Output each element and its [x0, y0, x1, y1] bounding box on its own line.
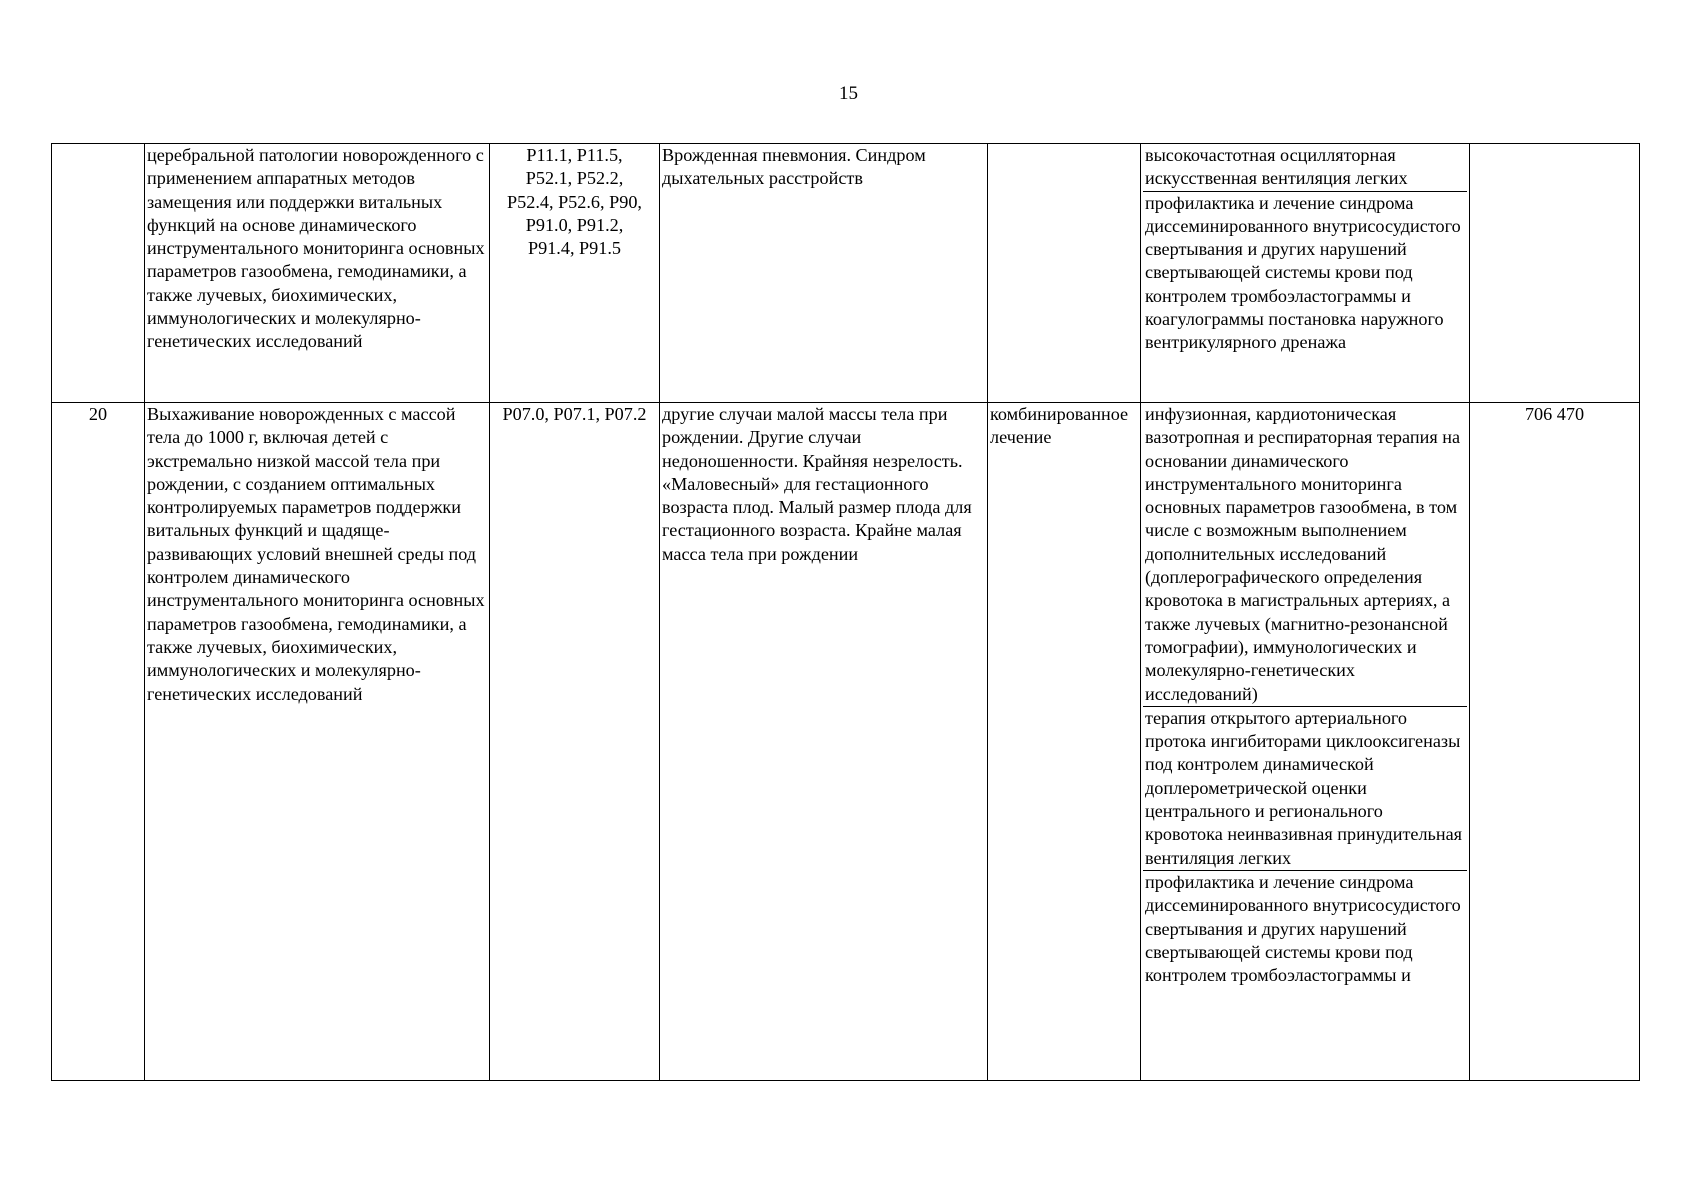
- icd-code-line: P52.1, P52.2,: [525, 168, 624, 189]
- icd-code-line: P07.0, P07.1, P07.2: [502, 404, 647, 424]
- service-name: Выхаживание новорожденных с массой тела до 1000 г, включая детей с экстремально низкой массой тела при рождении, с созданием оптимальных контролируемых параметров поддержки витальных функций и щадяще-развивающих условий внешней среды под контролем динамического инструментального мониторинга основных параметров газообмена, гемодинамики, а также лучевых, биохимических, иммунологических и молекулярно-генетических исследований: [145, 403, 490, 1081]
- icd-codes: [490, 144, 660, 403]
- treatment-type: [988, 144, 1141, 403]
- icd-code-line: P52.4, P52.6, P90,: [507, 191, 642, 212]
- treatment-method: инфузионная, кардиотоническая вазотропная и респираторная терапия на основании динамического инструментального мониторинга основных параметров газообмена, в том числе с возможным выполнением дополнительных исследований (доплерографического определения кровотока в магистральных артериях, а также лучевых (магнитно-резонансной томографии), иммунологических и молекулярно-генетических исследований): [1145, 404, 1461, 704]
- icd-codes: [490, 403, 660, 1081]
- treatment-methods: [1141, 403, 1470, 1081]
- icd-code-line: P11.1, P11.5,: [526, 145, 623, 165]
- patient-model: Врожденная пневмония. Синдром дыхательных расстройств: [660, 144, 988, 403]
- treatment-method: профилактика и лечение синдрома диссеминированного внутрисосудистого свертывания и других нарушений свертывающей системы крови под контролем тромбоэластограммы и коагулограммы постановка наружного вентрикулярного дренажа: [1143, 191, 1467, 355]
- table-row: [52, 403, 1640, 1081]
- page-number: 15: [839, 83, 858, 104]
- treatment-methods: [1141, 144, 1470, 403]
- service-name: церебральной патологии новорожденного с применением аппаратных методов замещения или поддержки витальных функций на основе динамического инструментального мониторинга основных параметров газообмена, гемодинамики, а также лучевых, биохимических, иммунологических и молекулярно-генетических исследований: [145, 144, 490, 403]
- treatment-method: терапия открытого артериального протока ингибиторами циклооксигеназы под контролем динамической доплерометрической оценки центрального и регионального кровотока неинвазивная принудительная вентиляция легких: [1143, 706, 1467, 870]
- cost: [1470, 144, 1640, 403]
- row-number: 20: [52, 403, 145, 1081]
- services-table: [51, 143, 1640, 1081]
- treatment-type: комбинированное лечение: [988, 403, 1141, 1081]
- treatment-method: высокочастотная осцилляторная искусственная вентиляция легких: [1145, 145, 1408, 189]
- patient-model: другие случаи малой массы тела при рождении. Другие случаи недоношенности. Крайняя незрелость. «Маловесный» для гестационного возраста плод. Малый размер плода для гестационного возраста. Крайне малая масса тела при рождении: [660, 403, 988, 1081]
- table-row: [52, 144, 1640, 403]
- icd-code-line: P91.0, P91.2,: [525, 214, 624, 235]
- treatment-method: профилактика и лечение синдрома диссеминированного внутрисосудистого свертывания и других нарушений свертывающей системы крови под контролем тромбоэластограммы и: [1143, 870, 1467, 987]
- icd-code-line: P91.4, P91.5: [528, 238, 621, 259]
- cost: 706 470: [1470, 403, 1640, 1081]
- row-number: [52, 144, 145, 403]
